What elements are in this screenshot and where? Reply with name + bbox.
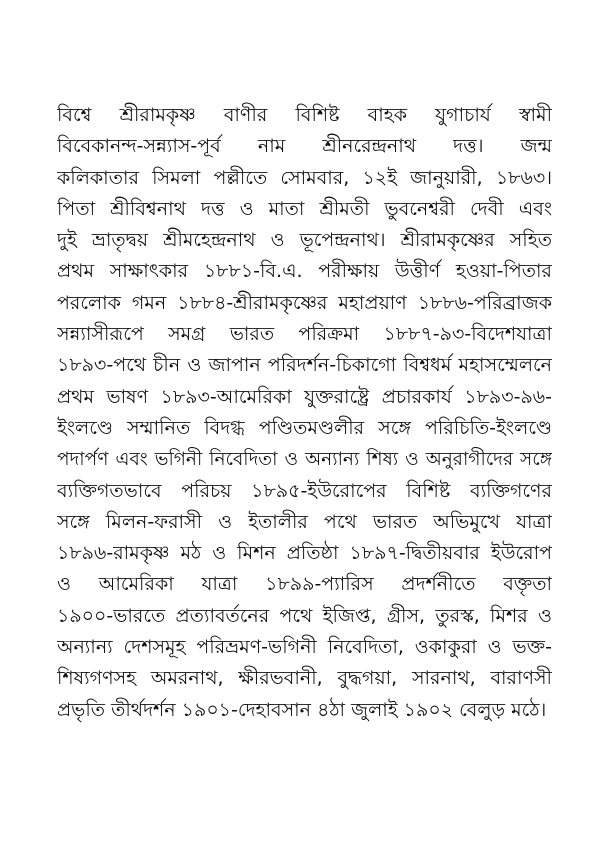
text-line: ইংলণ্ডে সম্মানিত বিদগ্ধ পণ্ডিতমণ্ডলীর সঙ্গে পরিচিতি-ইংলণ্ডে xyxy=(57,416,552,439)
text-line-last: প্রভৃতি তীর্থদর্শন ১৯০১-দেহাবসান ৪ঠা জুলাই ১৯০২ বেলুড় মঠে। xyxy=(57,698,547,721)
text-line: ও আমেরিকা যাত্রা ১৮৯৯-প্যারিস প্রদর্শনীতে বক্তৃতা xyxy=(57,573,552,596)
text-line: সন্ন্যাসীরূপে সমগ্র ভারত পরিক্রমা ১৮৮৭-৯৩-বিদেশযাত্রা xyxy=(57,323,552,346)
text-line: পদার্পণ এবং ভগিনী নিবেদিতা ও অন্যান্য শিষ্য ও অনুরাগীদের সঙ্গে xyxy=(57,449,552,471)
text-line: ১৯০০-ভারতে প্রত্যাবর্তনের পথে ইজিপ্ত, গ্রীস, তুরস্ক, মিশর ও xyxy=(57,604,552,627)
text-line: দুই ভ্রাতৃদ্বয় শ্রীমহেন্দ্রনাথ ও ভূপেন্দ্রনাথ। শ্রীরামকৃষ্ণের সহিত xyxy=(57,229,552,252)
text-line: প্রথম ভাষণ ১৮৯৩-আমেরিকা যুক্তরাষ্ট্রে প্রচারকার্য ১৮৯৩-৯৬- xyxy=(57,385,552,408)
text-line: প্রথম সাক্ষাৎকার ১৮৮১-বি.এ. পরীক্ষায় উত্তীর্ণ হওয়া-পিতার xyxy=(57,260,552,283)
text-line: সঙ্গে মিলন-ফরাসী ও ইতালীর পথে ভারত অভিমুখে যাত্রা xyxy=(57,510,552,533)
biography-paragraph xyxy=(57,100,552,726)
text-line: ব্যক্তিগতভাবে পরিচয় ১৮৯৫-ইউরোপের বিশিষ্ট ব্যক্তিগণের xyxy=(57,479,552,502)
text-line: ১৮৯৬-রামকৃষ্ণ মঠ ও মিশন প্রতিষ্ঠা ১৮৯৭-দ্বিতীয়বার ইউরোপ xyxy=(57,542,552,565)
text-line: পিতা শ্রীবিশ্বনাথ দত্ত ও মাতা শ্রীমতী ভুবনেশ্বরী দেবী এবং xyxy=(57,197,552,220)
text-line: শিষ্যগণসহ অমরনাথ, ক্ষীরভবানী, বুদ্ধগয়া, সারনাথ, বারাণসী xyxy=(57,667,552,690)
text-line: কলিকাতার সিমলা পল্লীতে সোমবার, ১২ই জানুয়ারী, ১৮৬৩। xyxy=(57,166,552,189)
text-line: অন্যান্য দেশসমূহ পরিভ্রমণ-ভগিনী নিবেদিতা, ওকাকুরা ও ভক্ত- xyxy=(57,636,552,659)
text-line: ১৮৯৩-পথে চীন ও জাপান পরিদর্শন-চিকাগো বিশ্বধর্ম মহাসম্মেলনে xyxy=(57,354,552,377)
text-line: পরলোক গমন ১৮৮৪-শ্রীরামকৃষ্ণের মহাপ্রয়াণ ১৮৮৬-পরিব্রাজক xyxy=(57,291,552,314)
text-line: বিশ্বে শ্রীরামকৃষ্ণ বাণীর বিশিষ্ট বাহক যুগাচার্য স্বামী xyxy=(57,104,552,126)
text-line: বিবেকানন্দ-সন্ন্যাস-পূর্ব নাম শ্রীনরেন্দ্রনাথ দত্ত। জন্ম xyxy=(57,135,552,158)
